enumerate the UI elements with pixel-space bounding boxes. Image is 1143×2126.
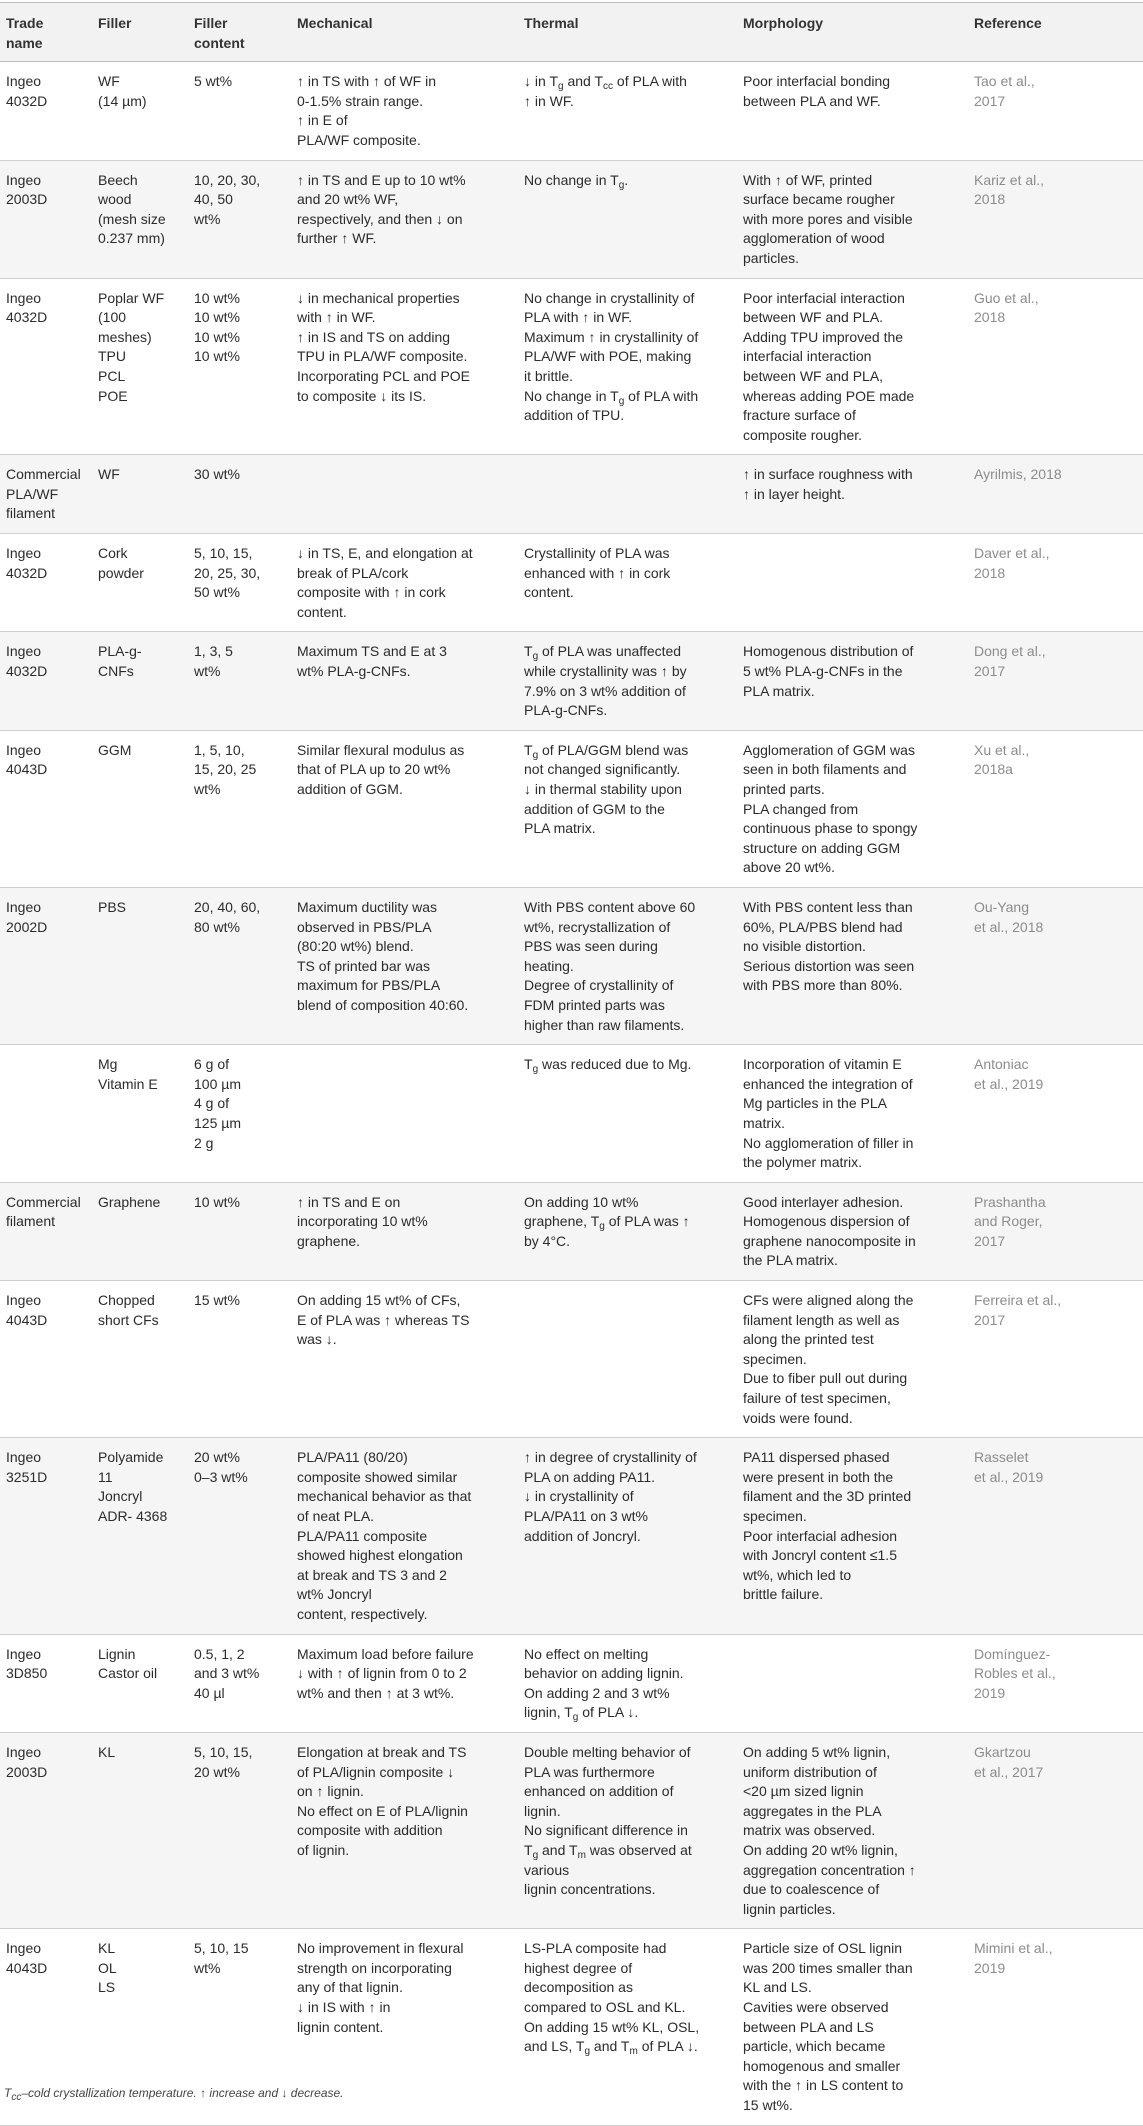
- cell-filler-content: 20 wt% 0–3 wt%: [188, 1438, 291, 1634]
- table-row: [0, 160, 1143, 278]
- table-body: [0, 62, 1143, 2125]
- cell-thermal: On adding 10 wt% graphene, $T_g$ of PLA was ↑ by 4°C.: [518, 1182, 737, 1280]
- cell-reference: Rasselet et al., 2019: [968, 1438, 1143, 1634]
- table-row: [0, 887, 1143, 1044]
- cell-mechanical: ↑ in TS with ↑ of WF in 0-1.5% strain range. ↑ in E of PLA/WF composite.: [291, 62, 518, 160]
- cell-morphology: Poor interfacial bonding between PLA and WF.: [737, 62, 968, 160]
- table-row: [0, 534, 1143, 632]
- cell-filler: GGM: [92, 730, 188, 887]
- cell-trade-name: Commercial PLA/WF filament: [0, 455, 92, 534]
- table-header-row: [0, 3, 1143, 62]
- cell-mechanical: No improvement in flexural strength on incorporating any of that lignin. ↓ in IS with ↑ in lignin content.: [291, 1929, 518, 2125]
- cell-morphology: With ↑ of WF, printed surface became rougher with more pores and visible agglomeration of wood particles.: [737, 160, 968, 278]
- cell-reference: Prashantha and Roger, 2017: [968, 1182, 1143, 1280]
- cell-filler: KL: [92, 1732, 188, 1928]
- cell-mechanical: [291, 1045, 518, 1183]
- cell-filler: WF: [92, 455, 188, 534]
- cell-reference: Mimini et al., 2019: [968, 1929, 1143, 2125]
- cell-reference: Ferreira et al., 2017: [968, 1281, 1143, 1438]
- cell-mechanical: Maximum TS and E at 3 wt% PLA-g-CNFs.: [291, 632, 518, 730]
- table-row: [0, 1732, 1143, 1928]
- cell-morphology: Homogenous distribution of 5 wt% PLA-g-CNFs in the PLA matrix.: [737, 632, 968, 730]
- cell-thermal: With PBS content above 60 wt%, recrystallization of PBS was seen during heating. Degree of crystallinity of FDM printed parts was higher than raw filaments.: [518, 887, 737, 1044]
- cell-thermal: Double melting behavior of PLA was furthermore enhanced on addition of lignin. No significant difference in $T_g$ and $T_m$ was observed at various lignin concentrations.: [518, 1732, 737, 1928]
- table-row: [0, 730, 1143, 887]
- cell-reference: Ou-Yang et al., 2018: [968, 887, 1143, 1044]
- cell-morphology: On adding 5 wt% lignin, uniform distribution of <20 µm sized lignin aggregates in the PLA matrix was observed. On adding 20 wt% lignin, aggregation concentration ↑ due to coalescence of lignin particles.: [737, 1732, 968, 1928]
- cell-mechanical: PLA/PA11 (80/20) composite showed similar mechanical behavior as that of neat PLA. PLA/PA11 composite showed highest elongation at break and TS 3 and 2 wt% Joncryl content, respectively.: [291, 1438, 518, 1634]
- cell-morphology: ↑ in surface roughness with ↑ in layer height.: [737, 455, 968, 534]
- cell-thermal: No effect on melting behavior on adding lignin. On adding 2 and 3 wt% lignin, $T_g$ of PLA ↓.: [518, 1634, 737, 1732]
- cell-reference: Dong et al., 2017: [968, 632, 1143, 730]
- cell-reference: Tao et al., 2017: [968, 62, 1143, 160]
- cell-morphology: CFs were aligned along the filament length as well as along the printed test specimen. Due to fiber pull out during failure of test specimen, voids were found.: [737, 1281, 968, 1438]
- cell-trade-name: Ingeo 4032D: [0, 632, 92, 730]
- table-row: [0, 62, 1143, 160]
- cell-mechanical: On adding 15 wt% of CFs, E of PLA was ↑ whereas TS was ↓.: [291, 1281, 518, 1438]
- header-morphology: Morphology: [737, 3, 968, 62]
- table-row: [0, 1438, 1143, 1634]
- cell-morphology: Incorporation of vitamin E enhanced the integration of Mg particles in the PLA matrix. No agglomeration of filler in the polymer matrix.: [737, 1045, 968, 1183]
- cell-thermal: No change in crystallinity of PLA with ↑ in WF. Maximum ↑ in crystallinity of PLA/WF with POE, making it brittle. No change in $T_g$ of PLA with addition of TPU.: [518, 278, 737, 455]
- cell-mechanical: [291, 455, 518, 534]
- cell-morphology: Good interlayer adhesion. Homogenous dispersion of graphene nanocomposite in the PLA matrix.: [737, 1182, 968, 1280]
- cell-trade-name: Ingeo 2003D: [0, 160, 92, 278]
- cell-mechanical: Similar flexural modulus as that of PLA up to 20 wt% addition of GGM.: [291, 730, 518, 887]
- cell-trade-name: Ingeo 4032D: [0, 278, 92, 455]
- table-row: [0, 1281, 1143, 1438]
- cell-filler: Beech wood (mesh size 0.237 mm): [92, 160, 188, 278]
- table-row: [0, 278, 1143, 455]
- cell-morphology: [737, 1634, 968, 1732]
- cell-mechanical: ↓ in mechanical properties with ↑ in WF. ↑ in IS and TS on adding TPU in PLA/WF composite. Incorporating PCL and POE to composite ↓ its IS.: [291, 278, 518, 455]
- table-row: [0, 632, 1143, 730]
- header-trade-name: Trade name: [0, 3, 92, 62]
- cell-trade-name: Commercial filament: [0, 1182, 92, 1280]
- cell-reference: Ayrilmis, 2018: [968, 455, 1143, 534]
- cell-mechanical: Maximum ductility was observed in PBS/PLA (80:20 wt%) blend. TS of printed bar was maximum for PBS/PLA blend of composition 40:60.: [291, 887, 518, 1044]
- cell-thermal: ↑ in degree of crystallinity of PLA on adding PA11. ↓ in crystallinity of PLA/PA11 on 3 wt% addition of Joncryl.: [518, 1438, 737, 1634]
- cell-filler: Chopped short CFs: [92, 1281, 188, 1438]
- composite-properties-table: [0, 2, 1143, 2126]
- cell-reference: Guo et al., 2018: [968, 278, 1143, 455]
- cell-filler-content: 5, 10, 15, 20 wt%: [188, 1732, 291, 1928]
- cell-filler: Cork powder: [92, 534, 188, 632]
- cell-morphology: [737, 534, 968, 632]
- cell-thermal: $T_g$ was reduced due to Mg.: [518, 1045, 737, 1183]
- cell-filler-content: 0.5, 1, 2 and 3 wt% 40 µl: [188, 1634, 291, 1732]
- cell-thermal: [518, 1281, 737, 1438]
- cell-morphology: Agglomeration of GGM was seen in both filaments and printed parts. PLA changed from continuous phase to spongy structure on adding GGM above 20 wt%.: [737, 730, 968, 887]
- cell-filler-content: 15 wt%: [188, 1281, 291, 1438]
- cell-trade-name: Ingeo 4043D: [0, 1281, 92, 1438]
- cell-filler-content: 5, 10, 15, 20, 25, 30, 50 wt%: [188, 534, 291, 632]
- cell-thermal: ↓ in $T_g$ and $T_{cc}$ of PLA with ↑ in WF.: [518, 62, 737, 160]
- cell-filler: PBS: [92, 887, 188, 1044]
- cell-filler-content: 6 g of 100 µm 4 g of 125 µm 2 g: [188, 1045, 291, 1183]
- cell-reference: Domínguez- Robles et al., 2019: [968, 1634, 1143, 1732]
- header-mechanical: Mechanical: [291, 3, 518, 62]
- header-filler: Filler: [92, 3, 188, 62]
- cell-mechanical: ↑ in TS and E on incorporating 10 wt% graphene.: [291, 1182, 518, 1280]
- cell-filler: Mg Vitamin E: [92, 1045, 188, 1183]
- cell-mechanical: Elongation at break and TS of PLA/lignin composite ↓ on ↑ lignin. No effect on E of PLA/lignin composite with addition of lignin.: [291, 1732, 518, 1928]
- cell-trade-name: [0, 1045, 92, 1183]
- cell-thermal: $T_g$ of PLA/GGM blend was not changed significantly. ↓ in thermal stability upon addition of GGM to the PLA matrix.: [518, 730, 737, 887]
- cell-filler-content: 1, 3, 5 wt%: [188, 632, 291, 730]
- cell-trade-name: Ingeo 4032D: [0, 534, 92, 632]
- cell-morphology: Poor interfacial interaction between WF and PLA. Adding TPU improved the interfacial interaction between WF and PLA, whereas adding POE made fracture surface of composite rougher.: [737, 278, 968, 455]
- cell-filler-content: 10 wt% 10 wt% 10 wt% 10 wt%: [188, 278, 291, 455]
- header-filler-content: Filler content: [188, 3, 291, 62]
- cell-thermal: [518, 455, 737, 534]
- cell-filler-content: 30 wt%: [188, 455, 291, 534]
- table-footnote: $T_{cc}$–cold crystallization temperature. ↑ increase and ↓ decrease.: [4, 2086, 344, 2103]
- cell-reference: Xu et al., 2018a: [968, 730, 1143, 887]
- cell-filler-content: 5, 10, 15 wt%: [188, 1929, 291, 2125]
- cell-trade-name: Ingeo 3D850: [0, 1634, 92, 1732]
- cell-filler-content: 1, 5, 10, 15, 20, 25 wt%: [188, 730, 291, 887]
- cell-reference: Kariz et al., 2018: [968, 160, 1143, 278]
- table-row: [0, 1182, 1143, 1280]
- cell-mechanical: Maximum load before failure ↓ with ↑ of lignin from 0 to 2 wt% and then ↑ at 3 wt%.: [291, 1634, 518, 1732]
- cell-filler-content: 10 wt%: [188, 1182, 291, 1280]
- cell-trade-name: Ingeo 4032D: [0, 62, 92, 160]
- table-row: [0, 1634, 1143, 1732]
- cell-filler-content: 5 wt%: [188, 62, 291, 160]
- cell-filler: PLA-g- CNFs: [92, 632, 188, 730]
- cell-filler: Graphene: [92, 1182, 188, 1280]
- cell-reference: Daver et al., 2018: [968, 534, 1143, 632]
- cell-mechanical: ↑ in TS and E up to 10 wt% and 20 wt% WF, respectively, and then ↓ on further ↑ WF.: [291, 160, 518, 278]
- cell-morphology: PA11 dispersed phased were present in both the filament and the 3D printed specimen. Poor interfacial adhesion with Joncryl content ≤1.5 wt%, which led to brittle failure.: [737, 1438, 968, 1634]
- cell-trade-name: Ingeo 2003D: [0, 1732, 92, 1928]
- cell-filler-content: 20, 40, 60, 80 wt%: [188, 887, 291, 1044]
- cell-filler: Polyamide 11 Joncryl ADR- 4368: [92, 1438, 188, 1634]
- table-row: [0, 1045, 1143, 1183]
- header-thermal: Thermal: [518, 3, 737, 62]
- cell-morphology: Particle size of OSL lignin was 200 times smaller than KL and LS. Cavities were observed between PLA and LS particle, which became homogenous and smaller with the ↑ in LS content to 15 wt%.: [737, 1929, 968, 2125]
- cell-reference: Antoniac et al., 2019: [968, 1045, 1143, 1183]
- cell-trade-name: Ingeo 4043D: [0, 1929, 92, 2125]
- cell-filler: KL OL LS: [92, 1929, 188, 2125]
- cell-morphology: With PBS content less than 60%, PLA/PBS blend had no visible distortion. Serious distortion was seen with PBS more than 80%.: [737, 887, 968, 1044]
- cell-thermal: No change in $T_g$.: [518, 160, 737, 278]
- header-reference: Reference: [968, 3, 1143, 62]
- cell-mechanical: ↓ in TS, E, and elongation at break of PLA/cork composite with ↑ in cork content.: [291, 534, 518, 632]
- cell-thermal: LS-PLA composite had highest degree of decomposition as compared to OSL and KL. On adding 15 wt% KL, OSL, and LS, $T_g$ and $T_m$ of PLA ↓.: [518, 1929, 737, 2125]
- cell-filler: Lignin Castor oil: [92, 1634, 188, 1732]
- cell-trade-name: Ingeo 3251D: [0, 1438, 92, 1634]
- cell-trade-name: Ingeo 4043D: [0, 730, 92, 887]
- cell-reference: Gkartzou et al., 2017: [968, 1732, 1143, 1928]
- cell-thermal: $T_g$ of PLA was unaffected while crystallinity was ↑ by 7.9% on 3 wt% addition of PLA-g-CNFs.: [518, 632, 737, 730]
- cell-filler: WF (14 µm): [92, 62, 188, 160]
- cell-thermal: Crystallinity of PLA was enhanced with ↑ in cork content.: [518, 534, 737, 632]
- table-row: [0, 455, 1143, 534]
- cell-filler: Poplar WF (100 meshes) TPU PCL POE: [92, 278, 188, 455]
- cell-filler-content: 10, 20, 30, 40, 50 wt%: [188, 160, 291, 278]
- cell-trade-name: Ingeo 2002D: [0, 887, 92, 1044]
